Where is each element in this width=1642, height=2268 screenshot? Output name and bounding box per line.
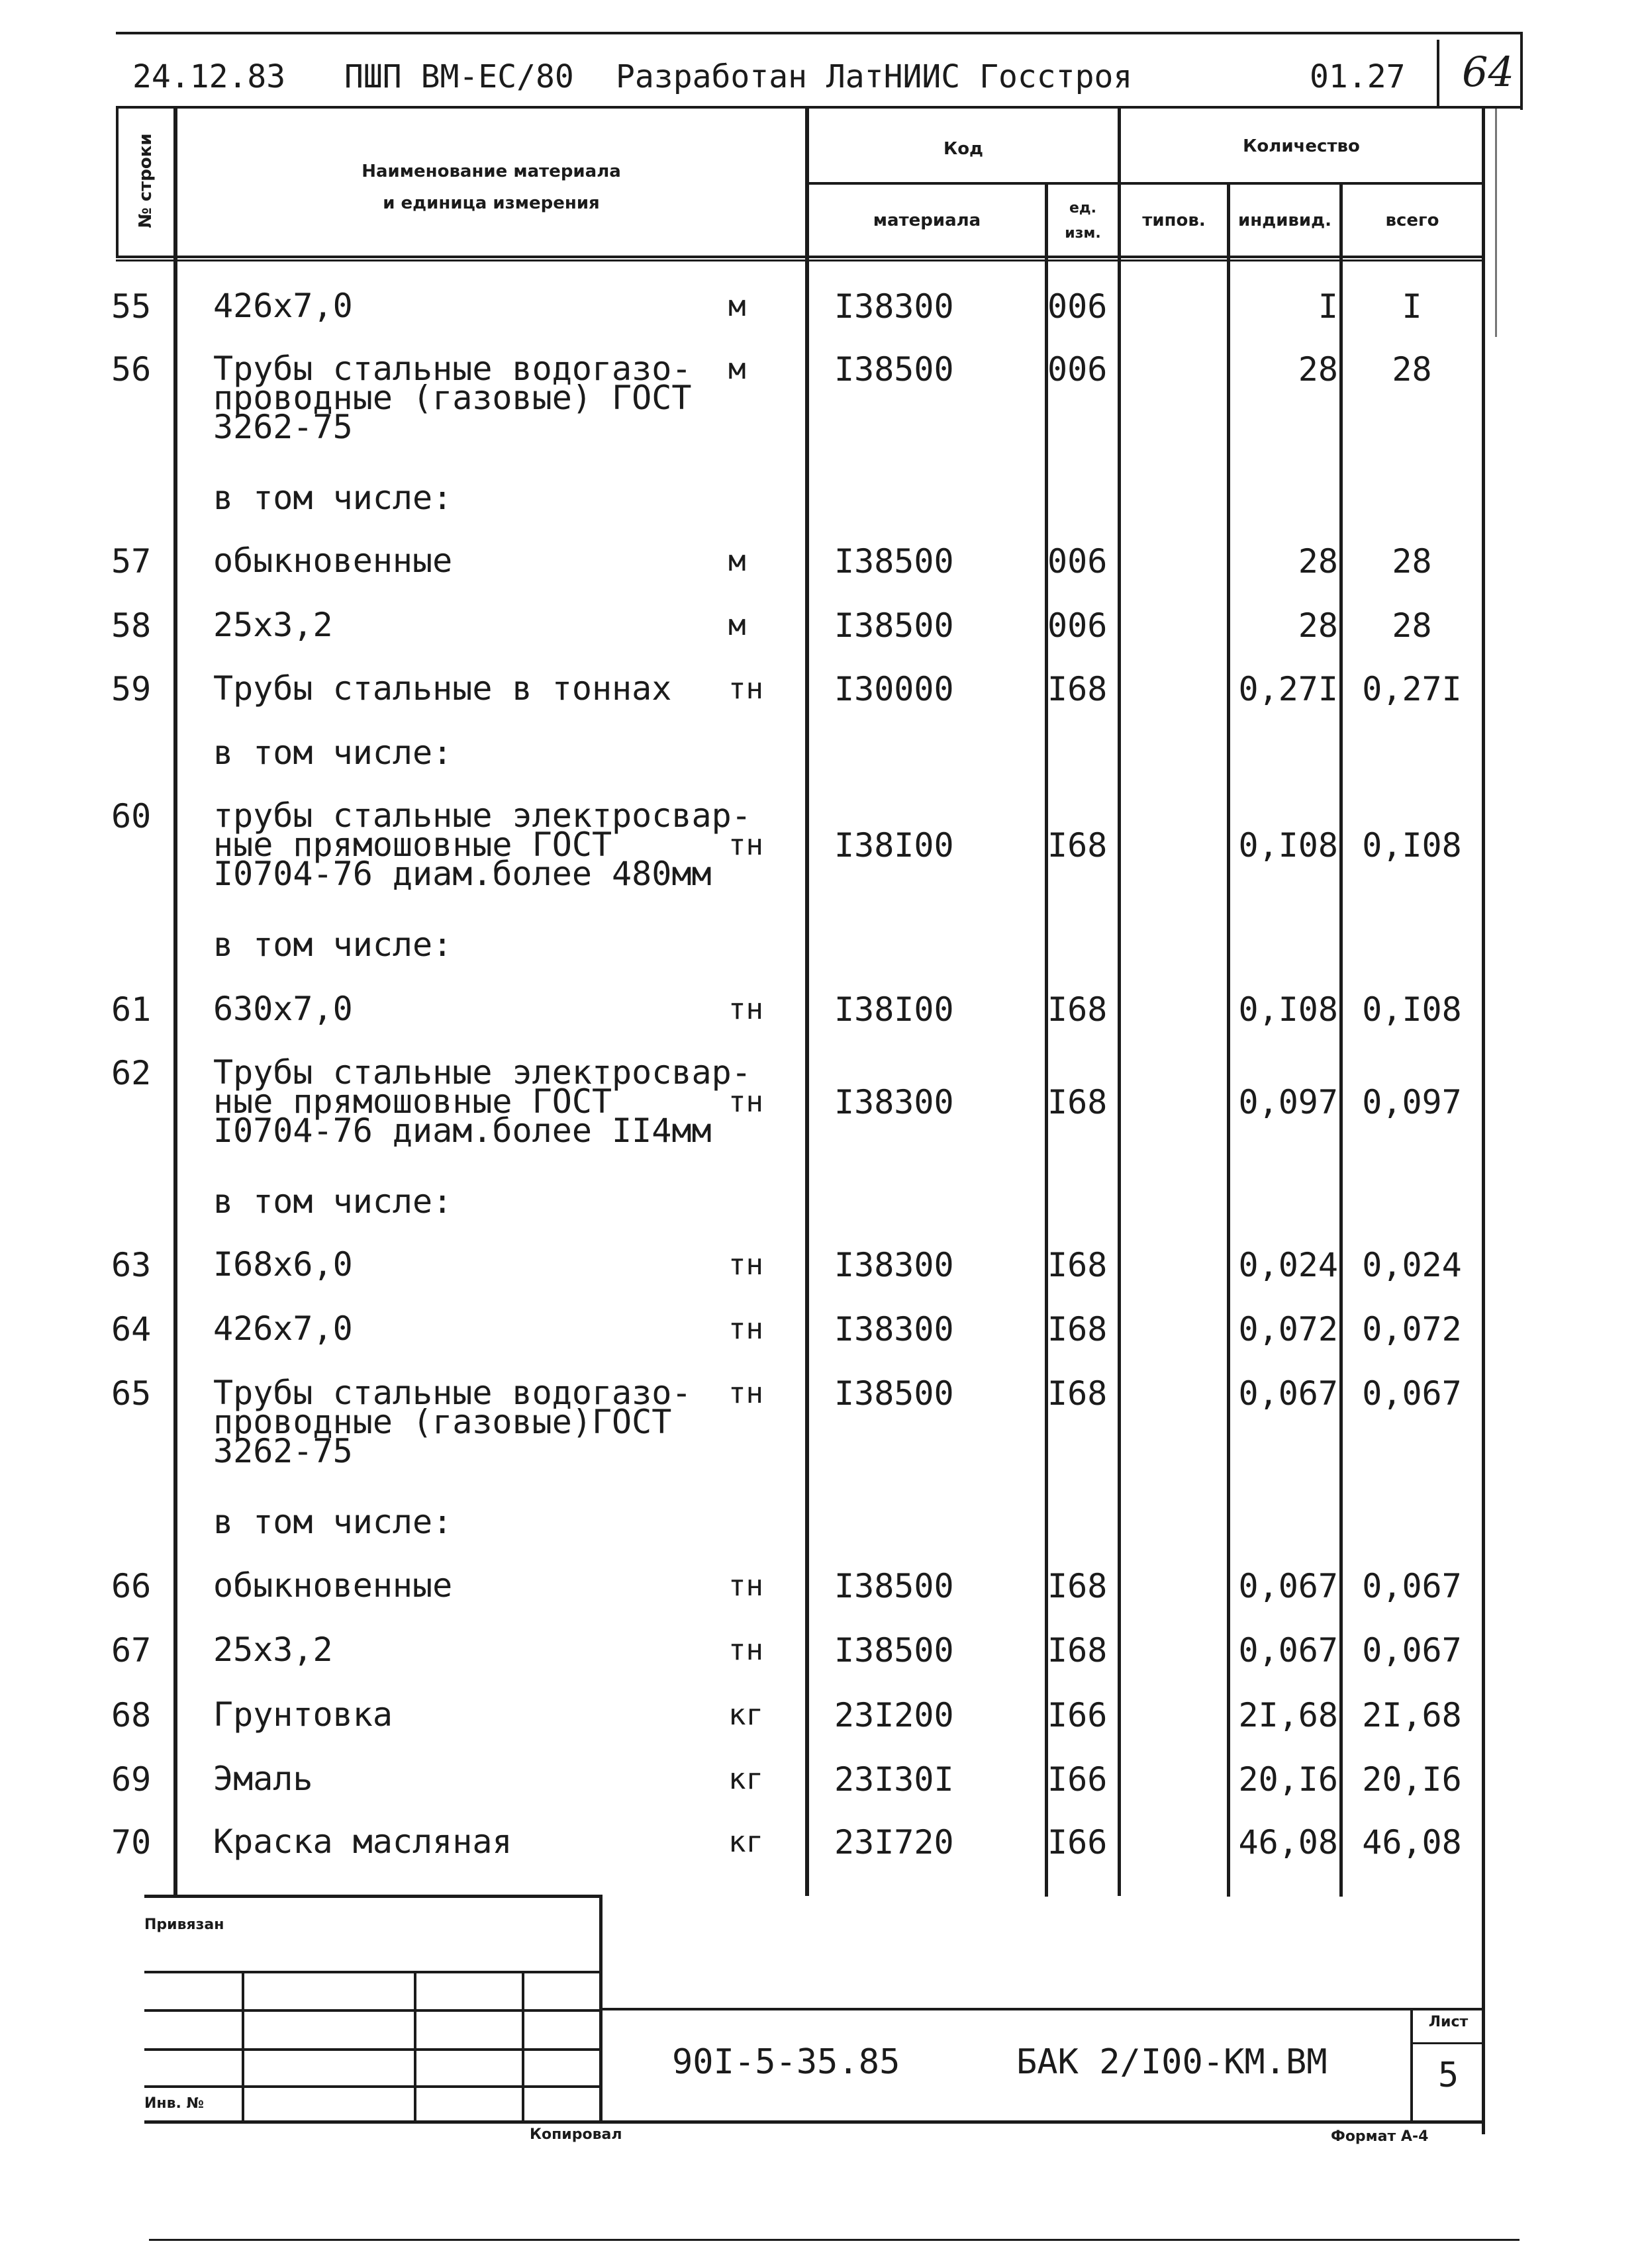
- row-60-material-name: трубы стальные электросвар- ные прямошовные ГОСТ I0704-76 диам.более 480мм: [213, 796, 751, 893]
- col-unit-header-line2: изм.: [1065, 225, 1101, 242]
- row-63-total-qty: 0,024: [1362, 1246, 1462, 1284]
- row-69-row-number: 69: [111, 1760, 152, 1799]
- footer-linked-label: Привязан: [144, 1916, 224, 1933]
- row-59-unit-code: I68: [1047, 670, 1108, 708]
- row-61-row-number: 61: [111, 990, 152, 1029]
- row-67-total-qty: 0,067: [1362, 1631, 1462, 1670]
- row-61-material-name: 630х7,0: [213, 990, 353, 1028]
- row-67-material-code: I38500: [834, 1631, 954, 1670]
- row-64-material-name: 426х7,0: [213, 1309, 353, 1348]
- row-69-total-qty: 20,I6: [1362, 1760, 1462, 1799]
- row-63-material-code: I38300: [834, 1246, 954, 1284]
- row-sub-15-material-name: в том числе:: [213, 1503, 453, 1541]
- row-64-unit: тн: [728, 1312, 763, 1346]
- row-58-unit: м: [728, 608, 746, 642]
- row-63-material-name: I68х6,0: [213, 1245, 353, 1284]
- row-70-row-number: 70: [111, 1823, 152, 1862]
- row-61-total-qty: 0,I08: [1362, 990, 1462, 1029]
- footer-doc-number: 90I-5-35.85: [672, 2042, 900, 2082]
- row-63-unit: тн: [728, 1248, 763, 1282]
- row-55-individual-qty: I: [1318, 287, 1338, 326]
- row-58-total-qty: 28: [1392, 606, 1432, 645]
- row-64-row-number: 64: [111, 1310, 152, 1348]
- row-59-individual-qty: 0,27I: [1238, 670, 1338, 708]
- footer-sheet-label: Лист: [1428, 2014, 1469, 2030]
- row-59-material-name: Трубы стальные в тоннах: [213, 669, 672, 708]
- col-material-header: материала: [873, 211, 981, 230]
- row-57-material-name: обыкновенные: [213, 542, 453, 580]
- row-59-total-qty: 0,27I: [1362, 670, 1462, 708]
- col-code-header: Код: [943, 139, 984, 159]
- row-56-unit-code: 006: [1047, 350, 1108, 389]
- footer-copied-label: Копировал: [530, 2126, 622, 2143]
- row-57-total-qty: 28: [1392, 542, 1432, 581]
- row-62-unit-code: I68: [1047, 1083, 1108, 1121]
- row-56-row-number: 56: [111, 350, 152, 389]
- row-sub-6-material-name: в том числе:: [213, 733, 453, 772]
- row-56-material-name: Трубы стальные водогазо- проводные (газовые) ГОСТ 3262-75: [213, 350, 692, 446]
- row-63-individual-qty: 0,024: [1238, 1246, 1338, 1284]
- header-date: 24.12.83: [132, 58, 286, 95]
- row-70-total-qty: 46,08: [1362, 1823, 1462, 1862]
- header-developer: Разработан ЛатНИИС Госстроя: [616, 58, 1133, 95]
- row-63-unit-code: I68: [1047, 1246, 1108, 1284]
- row-66-material-name: обыкновенные: [213, 1566, 453, 1605]
- col-typical-header: типов.: [1142, 211, 1206, 230]
- row-62-unit: тн: [728, 1085, 763, 1119]
- row-66-unit-code: I68: [1047, 1567, 1108, 1605]
- row-67-material-name: 25х3,2: [213, 1630, 333, 1669]
- row-55-material-code: I38300: [834, 287, 954, 326]
- handwritten-page-number: 64: [1462, 48, 1514, 96]
- row-sub-11-material-name: в том числе:: [213, 1182, 453, 1221]
- row-67-unit-code: I68: [1047, 1631, 1108, 1670]
- col-individual-header: индивид.: [1238, 211, 1331, 230]
- row-60-unit-code: I68: [1047, 826, 1108, 865]
- row-57-unit: м: [728, 544, 746, 578]
- row-69-unit: кг: [728, 1762, 763, 1796]
- row-69-individual-qty: 20,I6: [1238, 1760, 1338, 1799]
- row-68-material-name: Грунтовка: [213, 1695, 393, 1734]
- header-number: 01.27: [1310, 58, 1406, 95]
- row-60-material-code: I38I00: [834, 826, 954, 865]
- row-66-individual-qty: 0,067: [1238, 1567, 1338, 1605]
- row-68-unit-code: I66: [1047, 1696, 1108, 1734]
- row-56-material-code: I38500: [834, 350, 954, 389]
- row-70-material-code: 23I720: [834, 1823, 954, 1862]
- row-67-row-number: 67: [111, 1631, 152, 1670]
- row-65-unit: тн: [728, 1376, 763, 1410]
- row-59-row-number: 59: [111, 670, 152, 708]
- row-68-total-qty: 2I,68: [1362, 1696, 1462, 1734]
- row-62-row-number: 62: [111, 1054, 152, 1092]
- row-62-individual-qty: 0,097: [1238, 1083, 1338, 1121]
- row-61-individual-qty: 0,I08: [1238, 990, 1338, 1029]
- row-60-unit: тн: [728, 828, 763, 862]
- row-67-unit: тн: [728, 1633, 763, 1667]
- col-total-header: всего: [1385, 211, 1439, 230]
- row-62-material-code: I38300: [834, 1083, 954, 1121]
- row-62-material-name: Трубы стальные электросвар- ные прямошовные ГОСТ I0704-76 диам.более II4мм: [213, 1053, 751, 1150]
- row-68-material-code: 23I200: [834, 1696, 954, 1734]
- row-58-individual-qty: 28: [1298, 606, 1338, 645]
- row-64-total-qty: 0,072: [1362, 1310, 1462, 1348]
- row-66-unit: тн: [728, 1569, 763, 1603]
- row-58-unit-code: 006: [1047, 606, 1108, 645]
- row-58-row-number: 58: [111, 606, 152, 645]
- row-61-unit-code: I68: [1047, 990, 1108, 1029]
- row-65-material-name: Трубы стальные водогазо- проводные (газовые)ГОСТ 3262-75: [213, 1374, 692, 1470]
- row-66-material-code: I38500: [834, 1567, 954, 1605]
- row-65-material-code: I38500: [834, 1374, 954, 1413]
- row-60-row-number: 60: [111, 797, 152, 835]
- row-57-material-code: I38500: [834, 542, 954, 581]
- row-65-individual-qty: 0,067: [1238, 1374, 1338, 1413]
- row-64-material-code: I38300: [834, 1310, 954, 1348]
- row-67-individual-qty: 0,067: [1238, 1631, 1338, 1670]
- row-66-row-number: 66: [111, 1567, 152, 1605]
- row-69-material-code: 23I30I: [834, 1760, 954, 1799]
- row-68-row-number: 68: [111, 1696, 152, 1734]
- row-58-material-code: I38500: [834, 606, 954, 645]
- row-65-total-qty: 0,067: [1362, 1374, 1462, 1413]
- row-60-individual-qty: 0,I08: [1238, 826, 1338, 865]
- row-63-row-number: 63: [111, 1246, 152, 1284]
- col-unit-header-line1: ед.: [1069, 200, 1097, 216]
- row-69-unit-code: I66: [1047, 1760, 1108, 1799]
- row-62-total-qty: 0,097: [1362, 1083, 1462, 1121]
- row-56-total-qty: 28: [1392, 350, 1432, 389]
- row-58-material-name: 25х3,2: [213, 606, 333, 644]
- row-70-material-name: Краска масляная: [213, 1822, 512, 1861]
- header-doc-code: ПШП ВМ-ЕС/80: [344, 58, 574, 95]
- row-68-individual-qty: 2I,68: [1238, 1696, 1338, 1734]
- row-56-unit: м: [728, 352, 746, 386]
- row-55-unit-code: 006: [1047, 287, 1108, 326]
- row-65-row-number: 65: [111, 1374, 152, 1413]
- row-57-row-number: 57: [111, 542, 152, 581]
- col-name-header-line1: Наименование материала: [362, 162, 621, 181]
- row-66-total-qty: 0,067: [1362, 1567, 1462, 1605]
- col-row-no-header: № строки: [136, 133, 156, 228]
- row-61-unit: тн: [728, 992, 763, 1026]
- row-70-unit: кг: [728, 1825, 763, 1859]
- row-59-unit: тн: [728, 672, 763, 706]
- row-57-individual-qty: 28: [1298, 542, 1338, 581]
- row-59-material-code: I30000: [834, 670, 954, 708]
- row-61-material-code: I38I00: [834, 990, 954, 1029]
- footer-inv-label: Инв. №: [144, 2095, 205, 2112]
- row-68-unit: кг: [728, 1698, 763, 1732]
- row-55-unit: м: [728, 289, 746, 323]
- row-57-unit-code: 006: [1047, 542, 1108, 581]
- footer-doc-designation: БАК 2/I00-КМ.ВМ: [1016, 2042, 1328, 2082]
- row-sub-2-material-name: в том числе:: [213, 479, 453, 517]
- row-60-total-qty: 0,I08: [1362, 826, 1462, 865]
- row-69-material-name: Эмаль: [213, 1760, 313, 1798]
- row-56-individual-qty: 28: [1298, 350, 1338, 389]
- row-64-individual-qty: 0,072: [1238, 1310, 1338, 1348]
- footer-format: Формат А-4: [1331, 2128, 1429, 2145]
- row-70-individual-qty: 46,08: [1238, 1823, 1338, 1862]
- row-70-unit-code: I66: [1047, 1823, 1108, 1862]
- row-55-material-name: 426х7,0: [213, 287, 353, 325]
- row-65-unit-code: I68: [1047, 1374, 1108, 1413]
- col-quantity-header: Количество: [1243, 136, 1360, 156]
- row-55-row-number: 55: [111, 287, 152, 326]
- row-55-total-qty: I: [1402, 287, 1422, 326]
- col-name-header-line2: и единица измерения: [383, 193, 600, 213]
- row-64-unit-code: I68: [1047, 1310, 1108, 1348]
- row-sub-8-material-name: в том числе:: [213, 925, 453, 964]
- footer-sheet-number: 5: [1437, 2055, 1459, 2095]
